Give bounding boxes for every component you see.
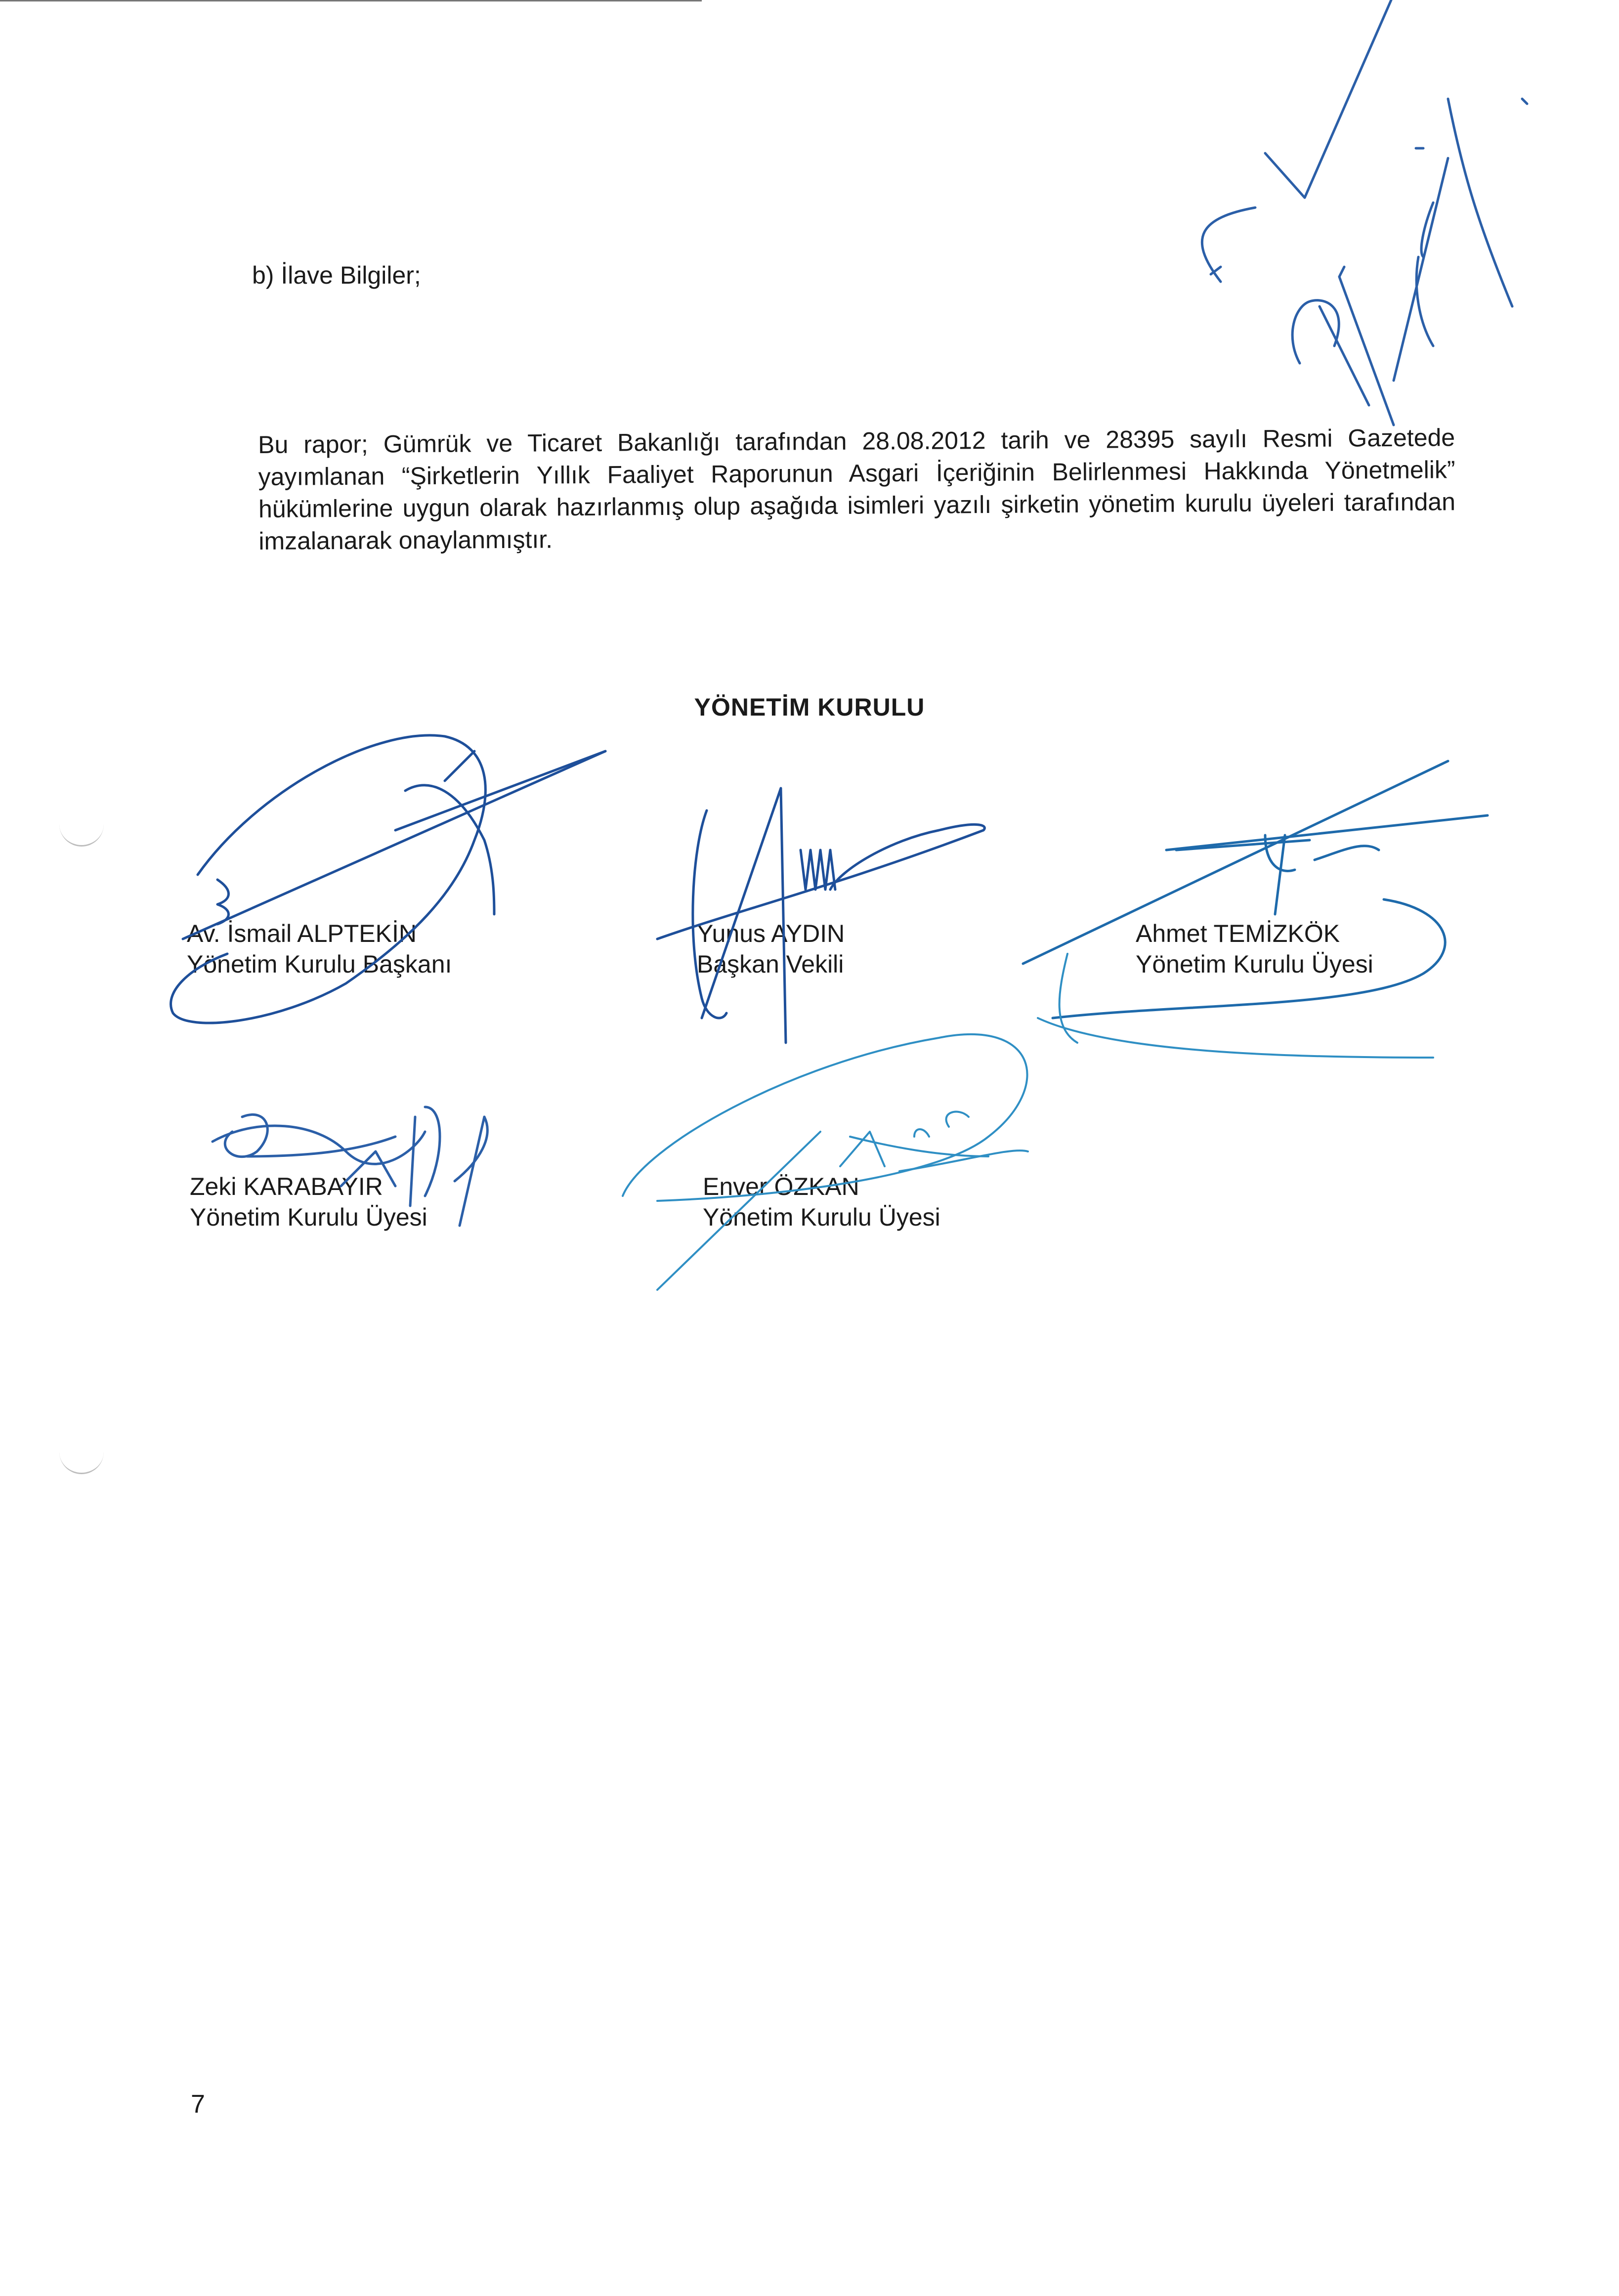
signer-chairman [187, 918, 452, 979]
signature-chairman [171, 735, 605, 1023]
signer-role: Yönetim Kurulu Üyesi [1136, 950, 1373, 978]
signature-vice-chairman [657, 788, 984, 1043]
top-rule [0, 0, 702, 1]
body-paragraph: Bu rapor; Gümrük ve Ticaret Bakanlığı tarafından 28.08.2012 tarih ve 28395 sayılı Resmi Gazetede yayımlanan “Şirketlerin Yıllık Faaliyet Raporunun Asgari İçeriğinin Belirlenmesi Hakkında Yönetmelik” hükümlerine uygun olarak hazırlanmış olup aşağıda isimleri yazılı şirketin yönetim kurulu üyeleri tarafından imzalanarak onaylanmıştır. [258, 424, 1456, 555]
punch-hole-bottom [59, 1448, 104, 1474]
signer-name: Enver ÖZKAN [703, 1173, 859, 1200]
initials-signature [1202, 0, 1527, 425]
board-title: YÖNETİM KURULU [694, 693, 925, 721]
signer-role: Yönetim Kurulu Başkanı [187, 950, 452, 978]
signer-name: Zeki KARABAYIR [190, 1173, 383, 1200]
signature-member-3 [623, 954, 1433, 1290]
signer-member-3 [703, 1171, 940, 1233]
signer-role: Başkan Vekili [697, 950, 844, 978]
page-number: 7 [191, 2090, 205, 2119]
signer-name: Ahmet TEMİZKÖK [1136, 920, 1340, 947]
signer-member-1 [1136, 918, 1373, 979]
section-heading: b) İlave Bilgiler; [252, 261, 421, 289]
signer-name: Av. İsmail ALPTEKİN [187, 920, 417, 947]
signer-role: Yönetim Kurulu Üyesi [703, 1203, 940, 1231]
punch-hole-top [59, 820, 104, 847]
signer-name: Yunus AYDIN [697, 920, 845, 947]
signature-member-1 [1023, 761, 1488, 1018]
signer-member-2 [190, 1171, 427, 1233]
signer-role: Yönetim Kurulu Üyesi [190, 1203, 427, 1231]
signer-vice-chairman [697, 918, 845, 979]
